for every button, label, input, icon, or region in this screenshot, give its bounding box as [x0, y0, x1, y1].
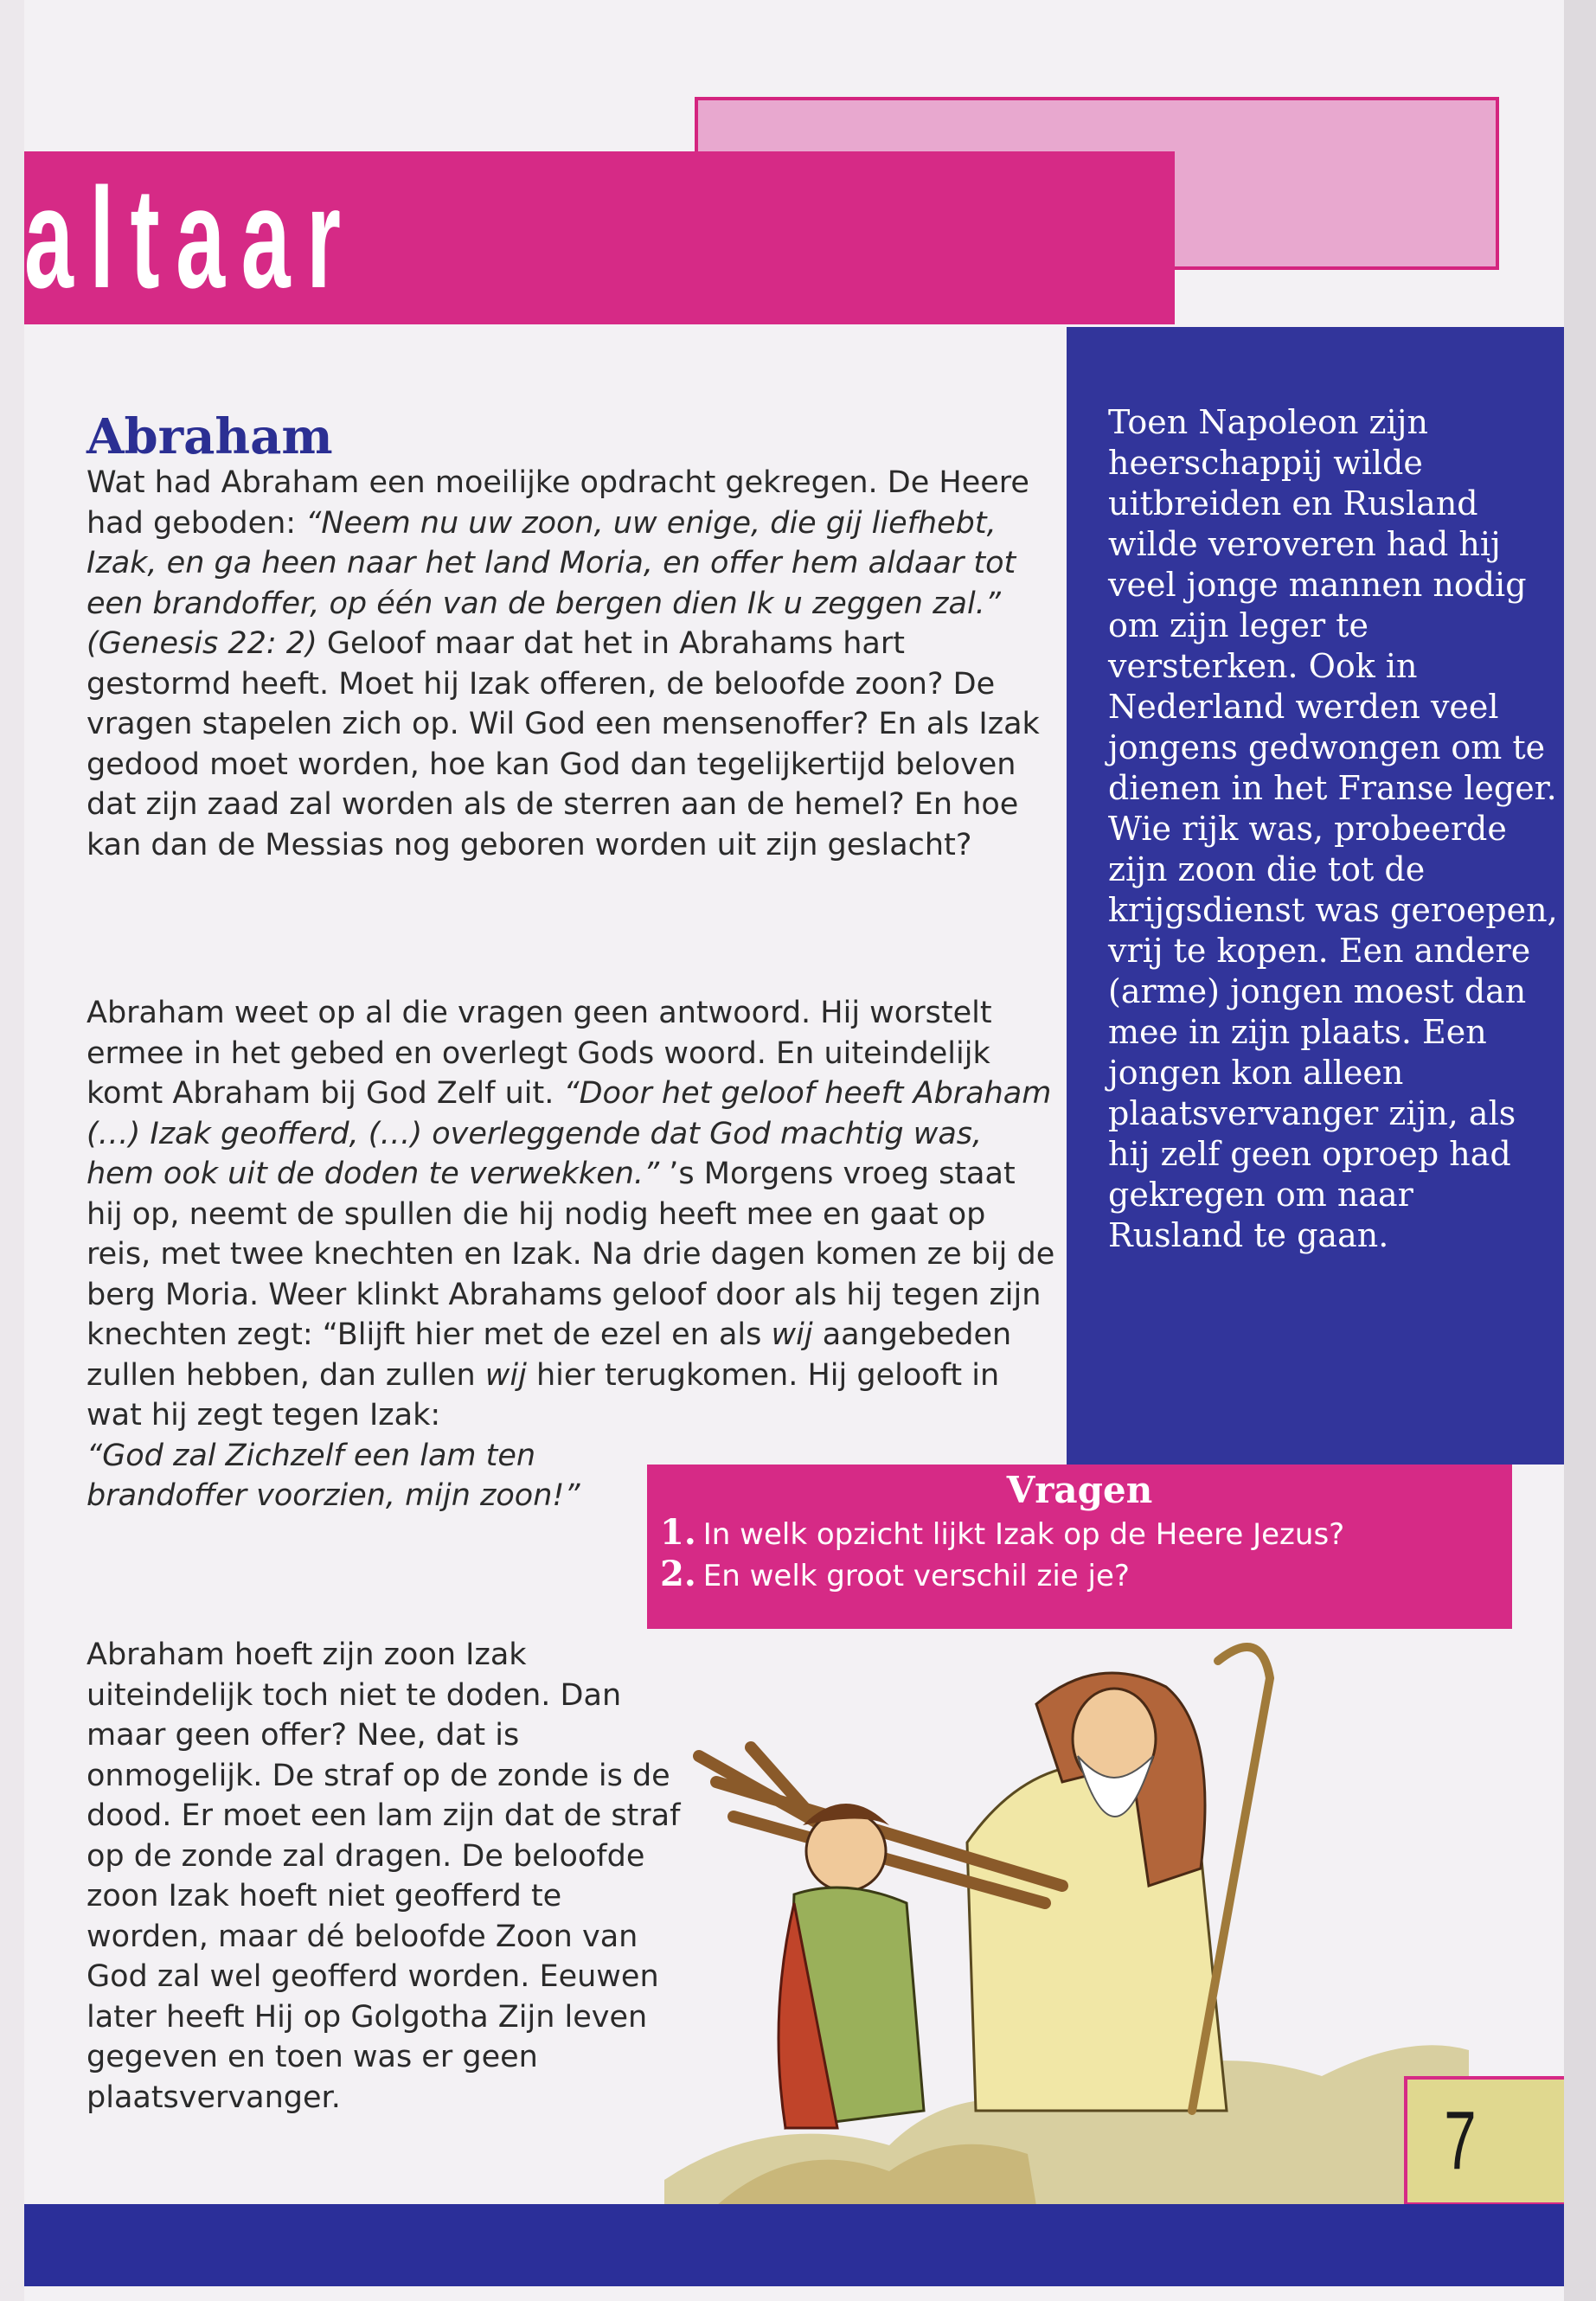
p1-quote: “Neem nu uw zoon, uw enige, die gij liefhebt, Izak, en ga heen naar het land Moria, en offer hem aldaar tot een brandoffer, op één van de bergen dien Ik u zeggen zal.” (Genesis 22: 2) — [87, 505, 1016, 661]
abraham-isaac-illustration — [664, 1626, 1469, 2206]
footer-band — [24, 2204, 1590, 2286]
question-1-text: In welk opzicht lijkt Izak op de Heere Jezus? — [702, 1517, 1345, 1552]
p2-wij-2: wij — [484, 1357, 527, 1393]
article-title: Abraham — [87, 408, 333, 465]
paragraph-1 — [87, 463, 1055, 865]
p2-c: aangebeden zullen hebben, dan zullen — [87, 1317, 1012, 1393]
p2-b: ’s Morgens vroeg staat hij op, neemt de spullen die hij nodig heeft mee en gaat op reis, met twee knechten en Izak. Na drie dagen komen ze bij de berg Moria. Weer klinkt Abrahams geloof door als hij tegen zijn knechten zegt: “Blijft hier met de ezel en als — [87, 1157, 1055, 1352]
p1-intro: Wat had Abraham een moeilijke opdracht gekregen. De Heere had geboden: — [87, 465, 1029, 541]
question-2-text: En welk groot verschil zie je? — [702, 1559, 1130, 1593]
sidebar-text: Toen Napoleon zijn heerschappij wilde uitbreiden en Rusland wilde veroveren had hij veel jonge mannen nodig om zijn leger te versterken. Ook in Nederland werden veel jongens gedwongen om te dienen in het Franse leger. Wie rijk was, probeerde zijn zoon die tot de krijgsdienst was geroepen, vrij te kopen. Een andere (arme) jongen moest dan mee in zijn plaats. Een jongen kon alleen plaatsvervanger zijn, als hij zelf geen oproep had gekregen om naar Rusland te gaan. — [1108, 403, 1558, 1254]
p1-rest: Geloof maar dat het in Abrahams hart gestormd heeft. Moet hij Izak offeren, de beloofde zoon? De vragen stapelen zich op. Wil God een mensenoffer? En als Izak gedood moet worden, hoe kan God dan tegelijkertijd beloven dat zijn zaad zal worden als de sterren aan de hemel? En hoe kan dan de Messias nog geboren worden uit zijn geslacht? — [87, 626, 1040, 862]
question-2 — [660, 1554, 1130, 1597]
page-number: 7 — [1444, 2094, 1477, 2187]
question-1 — [660, 1512, 1344, 1555]
p2-d: hier terugkomen. Hij gelooft in wat hij zegt tegen Izak: — [87, 1357, 1000, 1433]
p2-quote-1: “Door het geloof heeft Abraham (…) Izak geofferd, (…) overleggende dat God machtig was, hem ook uit de doden te verwekken.” — [87, 1076, 1052, 1191]
isaac-head-shape — [806, 1811, 886, 1891]
p2-wij-1: wij — [771, 1317, 813, 1352]
paragraph-2 — [87, 993, 1055, 1516]
p2-quote-2-wrap — [87, 1436, 640, 1516]
brand-logo: altaar — [24, 158, 357, 317]
magazine-page — [24, 0, 1590, 2301]
question-1-number: 1. — [660, 1512, 696, 1553]
p2-quote-2: “God zal Zichzelf een lam ten brandoffer voorzien, mijn zoon!” — [87, 1438, 580, 1513]
p2-a: Abraham weet op al die vragen geen antwoord. Hij worstelt ermee in het gebed en overlegt Gods woord. En uiteindelijk komt Abraham bij God Zelf uit. — [87, 996, 992, 1111]
paragraph-3: Abraham hoeft zijn zoon Izak uiteindelijk toch niet te doden. Dan maar geen offer? Nee, dat is onmogelijk. De straf op de zonde is de dood. Er moet een lam zijn dat de straf op de zonde zal dragen. De beloofde zoon Izak hoeft niet geofferd te worden, maar dé beloofde Zoon van God zal wel geofferd worden. Eeuwen later heeft Hij op Golgotha Zijn leven gegeven en toen was er geen plaatsvervanger. — [87, 1638, 681, 2115]
page-edge — [1564, 0, 1596, 2301]
question-2-number: 2. — [660, 1554, 696, 1594]
questions-title: Vragen — [1006, 1469, 1153, 1511]
